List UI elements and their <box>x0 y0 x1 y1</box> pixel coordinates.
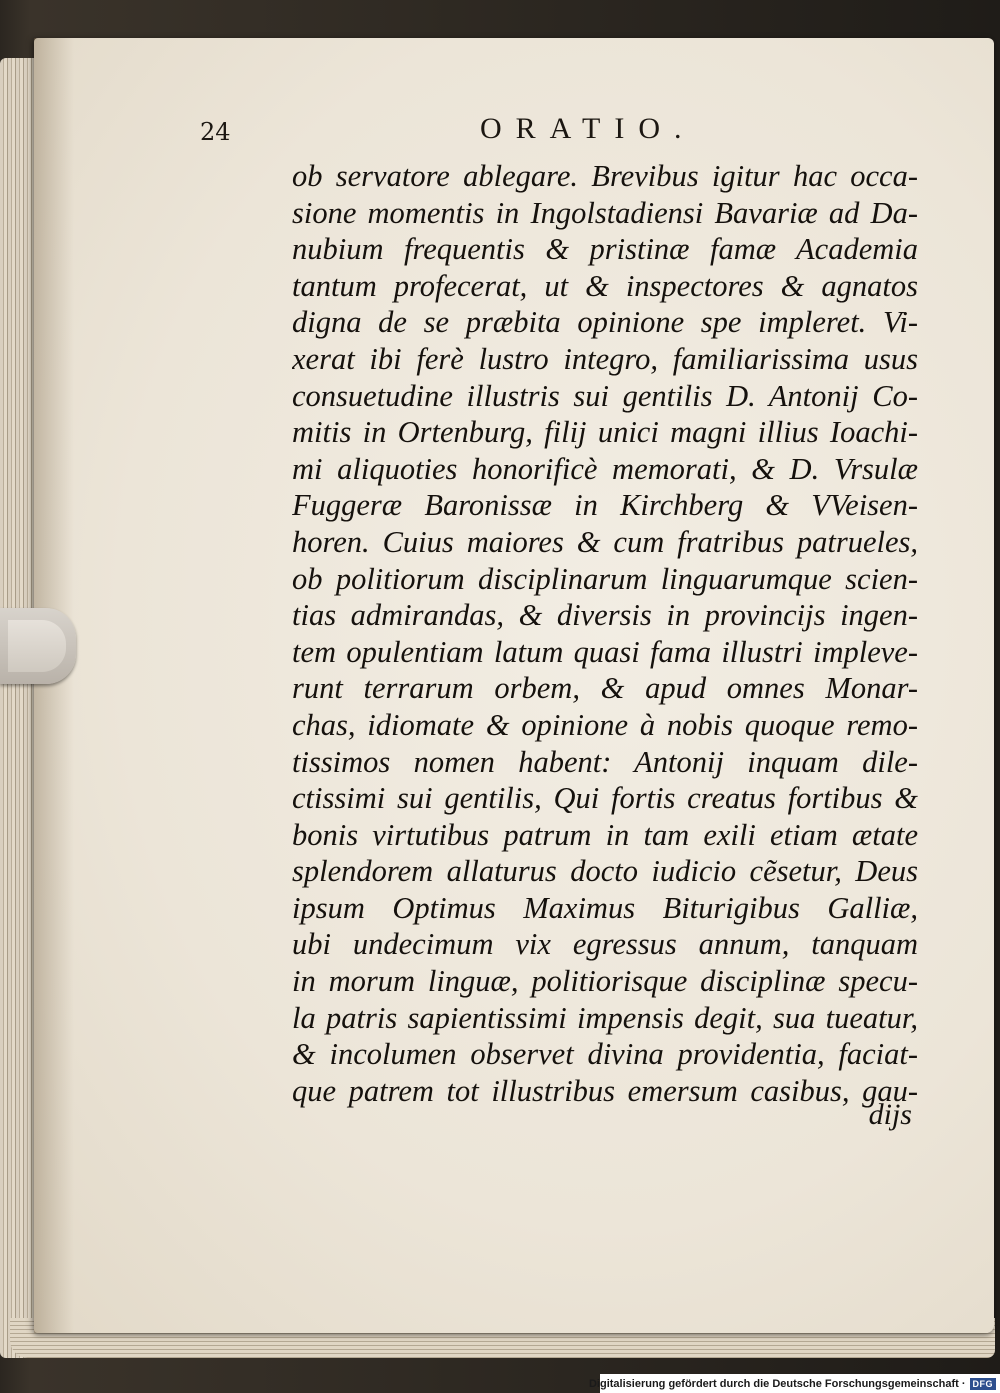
body-text <box>292 158 918 1109</box>
dfg-logo: DFG <box>970 1378 997 1390</box>
text-line: xerat ibi ferè lustro integro, familiarissima usus <box>292 341 918 376</box>
text-line: Fuggeræ Baronissæ in Kirchberg & VVeisen- <box>292 488 918 523</box>
text-line: & incolumen observet divina providentia, faciat- <box>292 1037 918 1072</box>
text-line: horen. Cuius maiores & cum fratribus patrueles, <box>292 524 918 559</box>
text-line: splendorem allaturus docto iudicio cẽsetur, Deus <box>292 854 918 889</box>
text-line: la patris sapientissimi impensis degit, sua tueatur, <box>292 1000 918 1035</box>
text-line: consuetudine illustris sui gentilis D. Antonij Co- <box>292 378 918 413</box>
text-line: ctissimi sui gentilis, Qui fortis creatus fortibus & <box>292 781 918 816</box>
text-line: nubium frequentis & pristinæ famæ Academia <box>292 232 918 267</box>
text-line: tantum profecerat, ut & inspectores & agnatos <box>292 268 918 303</box>
bookmark-clip-inner <box>8 620 66 672</box>
text-line: tem opulentiam latum quasi fama illustri impleve- <box>292 634 918 669</box>
footer-bar <box>588 1374 1000 1393</box>
text-line: bonis virtutibus patrum in tam exili etiam ætate <box>292 817 918 852</box>
catchword: dijs <box>868 1098 912 1131</box>
text-line: ubi undecimum vix egressus annum, tanquam <box>292 927 918 962</box>
text-line: ob servatore ablegare. Brevibus igitur hac occa- <box>292 159 918 193</box>
text-line: runt terrarum orbem, & apud omnes Monar- <box>292 671 918 706</box>
text-line: in morum linguæ, politiorisque disciplinæ specu- <box>292 964 918 999</box>
text-line: ob politiorum disciplinarum linguarumque scien- <box>292 561 918 596</box>
text-line: mitis in Ortenburg, filij unici magni illius Ioachi- <box>292 415 918 450</box>
text-line: ipsum Optimus Maximus Biturigibus Galliæ, <box>292 890 918 925</box>
text-line: tias admirandas, & diversis in provincijs ingen- <box>292 598 918 633</box>
text-line: digna de se præbita opinione spe impleret. Vi- <box>292 305 918 340</box>
text-line: mi aliquoties honorificè memorati, & D. Vrsulæ <box>292 451 918 486</box>
page-number: 24 <box>200 118 231 146</box>
text-line: sione momentis in Ingolstadiensi Bavariæ ad Da- <box>292 195 918 230</box>
text-line: que patrem tot illustribus emersum casibus, gau- <box>292 1073 918 1108</box>
running-title: ORATIO. <box>480 112 696 145</box>
text-line: chas, idiomate & opinione à nobis quoque remo- <box>292 707 918 742</box>
footer-credit: Digitalisierung gefördert durch die Deutsche Forschungsgemeinschaft · <box>588 1377 966 1390</box>
page-header <box>200 112 760 152</box>
text-line: tissimos nomen habent: Antonij inquam dile- <box>292 744 918 779</box>
